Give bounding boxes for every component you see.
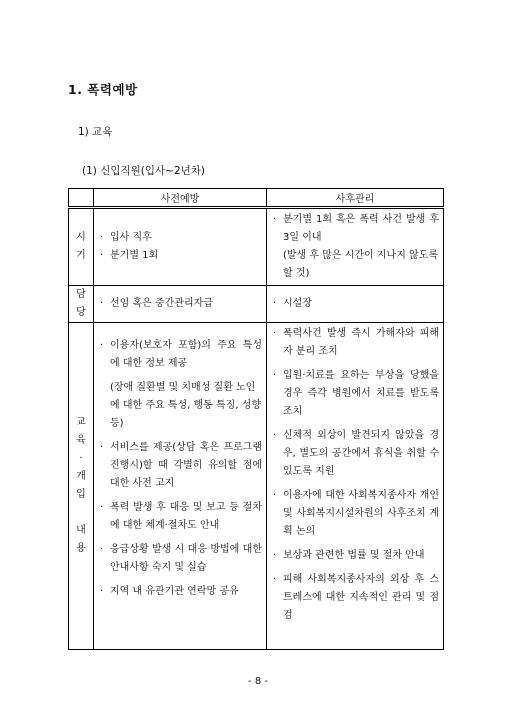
table-row-timing xyxy=(69,208,444,286)
content-aftercare-cell xyxy=(267,323,444,650)
violence-prevention-table xyxy=(68,188,444,650)
corner-cell xyxy=(69,189,94,208)
col-header-prevention: 사전예방 xyxy=(94,189,267,208)
col-header-aftercare: 사후관리 xyxy=(267,189,444,208)
section-heading: 1. 폭력예방 xyxy=(68,82,138,97)
list-item: · 선임 혹은 중간관리자급 xyxy=(98,295,262,313)
content-prevention-cell xyxy=(94,323,267,650)
list-note: (발생 후 많은 시간이 지나지 않도록 할 것) xyxy=(283,250,439,279)
subsection-heading: 1) 교육 xyxy=(78,126,113,138)
responsible-prevention-cell xyxy=(94,286,267,323)
list-item: · 신체적 외상이 발견되지 않았을 경우, 별도의 공간에서 휴식을 취할 수 있도록 지원 xyxy=(271,427,439,481)
list-item: · 분기별 1회 xyxy=(98,247,262,265)
table-row-content xyxy=(69,323,444,650)
list-item: · 보상과 관련한 법률 및 절차 안내 xyxy=(271,547,439,565)
list-item: · 지역 내 유관기관 연락망 공유 xyxy=(98,583,262,601)
list-item: · 입사 직후 xyxy=(98,229,262,247)
sub-subsection-heading: (1) 신입직원(입사~2년차) xyxy=(82,165,206,177)
list-item: · 폭력사건 발생 즉시 가해자와 피해자 분리 조치 xyxy=(271,325,439,361)
list-item: · 분기별 1회 혹은 폭력 사건 발생 후 3일 이내 xyxy=(271,211,439,247)
table-header-row xyxy=(69,189,444,208)
list-item: · 시설장 xyxy=(271,295,439,313)
timing-aftercare-cell xyxy=(267,208,444,286)
list-item: · 피해 사회복지종사자의 외상 후 스트레스에 대한 지속적인 관리 및 점검 xyxy=(271,571,439,625)
list-item: · 이용자에 대한 사회복지종사자 개인 및 사회복지시설차원의 사후조치 계획 논의 xyxy=(271,487,439,541)
list-item: · 이용자(보호자 포함)의 주요 특성에 대한 정보 제공 xyxy=(98,337,262,373)
timing-prevention-cell xyxy=(94,208,267,286)
list-item: · 폭력 발생 후 대응 및 보고 등 절차에 대한 체계·절차도 안내 xyxy=(98,499,262,535)
page-number: - 8 - xyxy=(248,676,268,687)
table-row-responsible xyxy=(69,286,444,323)
row-label-timing: 시 기 xyxy=(69,208,94,286)
list-item: · 응급상황 발생 시 대응 방법에 대한 안내사항 숙지 및 실습 xyxy=(98,541,262,577)
list-item: · 서비스를 제공(상담 혹은 프로그램 진행시)할 때 각별히 유의할 점에 대한 사전 고지 xyxy=(98,439,262,493)
list-item: · 입원·치료를 요하는 부상을 당했을 경우 즉각 병원에서 치료를 받도록 조치 xyxy=(271,367,439,421)
responsible-aftercare-cell xyxy=(267,286,444,323)
row-label-responsible: 담 당 xyxy=(69,286,94,323)
row-label-content: 교 육 · 개 입 내 용 xyxy=(69,323,94,650)
list-note: (장애 질환별 및 치매성 질환 노인에 대한 주요 특성, 행동 특징, 성향 등) xyxy=(110,382,262,429)
